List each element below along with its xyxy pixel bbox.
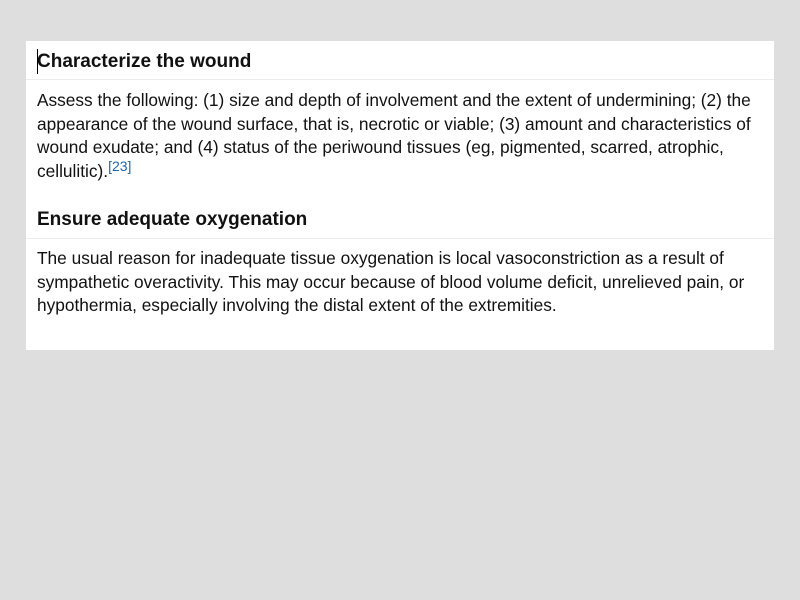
section-body-characterize-wound	[37, 89, 774, 183]
citation-link[interactable]: [23]	[108, 157, 132, 174]
section-heading-ensure-oxygenation: Ensure adequate oxygenation	[37, 209, 308, 230]
heading-divider	[26, 238, 774, 239]
section-body-ensure-oxygenation: The usual reason for inadequate tissue oxygenation is local vasoconstriction as a result of sympathetic overactivity. This may occur because of blood volume deficit, unrelieved pain, or hypothermia, especially involving the distal extent of the extremities.	[37, 248, 745, 315]
section-body-text: Assess the following: (1) size and depth of involvement and the extent of undermining; (2) the appearance of the wound surface, that is, necrotic or viable; (3) amount and characteristics of wound exudate; and (4) status of the periwound tissues (eg, pigmented, scarred, atrophic, cellulitic).	[37, 90, 751, 181]
section-heading-characterize-wound: Characterize the wound	[37, 51, 252, 72]
heading-divider	[26, 79, 774, 80]
content-panel	[26, 41, 774, 350]
